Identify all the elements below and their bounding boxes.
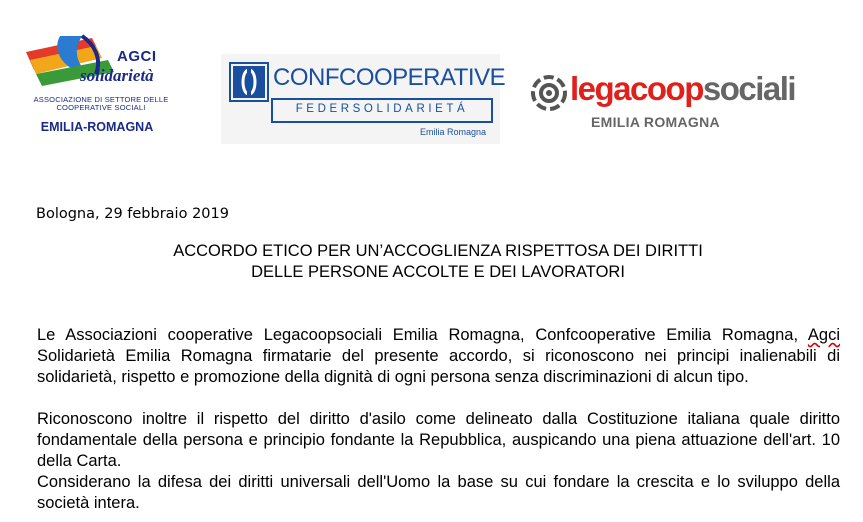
paragraph-2: Riconoscono inoltre il rispetto del diritto d'asilo come delineato dalla Costituzione italiana quale diritto fondamentale della persona e principio fondante la Repubblica, auspicando una piena attuazione dell'art. 10 della Carta. <box>37 410 840 470</box>
agci-wordmark: AGCI <box>117 48 157 65</box>
paragraph-1-rest: Solidarietà Emilia Romagna firmatarie del presente accordo, si riconoscono nei principi inalienabili di solidarietà, rispetto e promozione della dignità di ogni persona senza discriminazioni di alcun tipo. <box>37 347 840 386</box>
spellcheck-word: Agci <box>807 326 840 344</box>
legacoop-emblem-icon <box>530 74 568 112</box>
paragraph-1 <box>37 325 840 388</box>
legacoop-wordmark <box>570 70 795 108</box>
confcooperative-region: Emilia Romagna <box>419 127 486 137</box>
confcooperative-wordmark: CONFCOOPERATIVE <box>273 64 506 91</box>
confcooperative-logo <box>221 54 506 144</box>
paragraph-1-start: Le Associazioni cooperative Legacoopsociali Emilia Romagna, Confcooperative Emilia Romagna, <box>37 326 808 344</box>
paragraph-3: Considerano la difesa dei diritti universali dell'Uomo la base su cui fondare la crescita e lo sviluppo della società intera. <box>37 473 840 512</box>
agci-logo <box>22 30 172 140</box>
document-title-line-1: ACCORDO ETICO PER UN’ACCOGLIENZA RISPETTOSA DEI DIRITTI <box>173 242 703 260</box>
legacoop-wordmark-grey: sociali <box>702 70 796 107</box>
agci-region: EMILIA-ROMAGNA <box>40 120 154 134</box>
legacoop-wordmark-red: legacoop <box>570 70 703 107</box>
confcooperative-subtitle: FEDERSOLIDARIETÁ <box>295 103 469 115</box>
document-date: Bologna, 29 febbraio 2019 <box>36 206 229 222</box>
legacoop-region: EMILIA ROMAGNA <box>591 114 720 130</box>
confcooperative-emblem-icon <box>229 62 269 102</box>
agci-subtitle: solidarietà <box>80 66 154 85</box>
document-title-line-2: DELLE PERSONE ACCOLTE E DEI LAVORATORI <box>251 263 625 281</box>
agci-description: ASSOCIAZIONE DI SETTORE DELLE COOPERATIVE SOCIALI <box>33 95 169 112</box>
legacoop-logo <box>530 70 796 140</box>
